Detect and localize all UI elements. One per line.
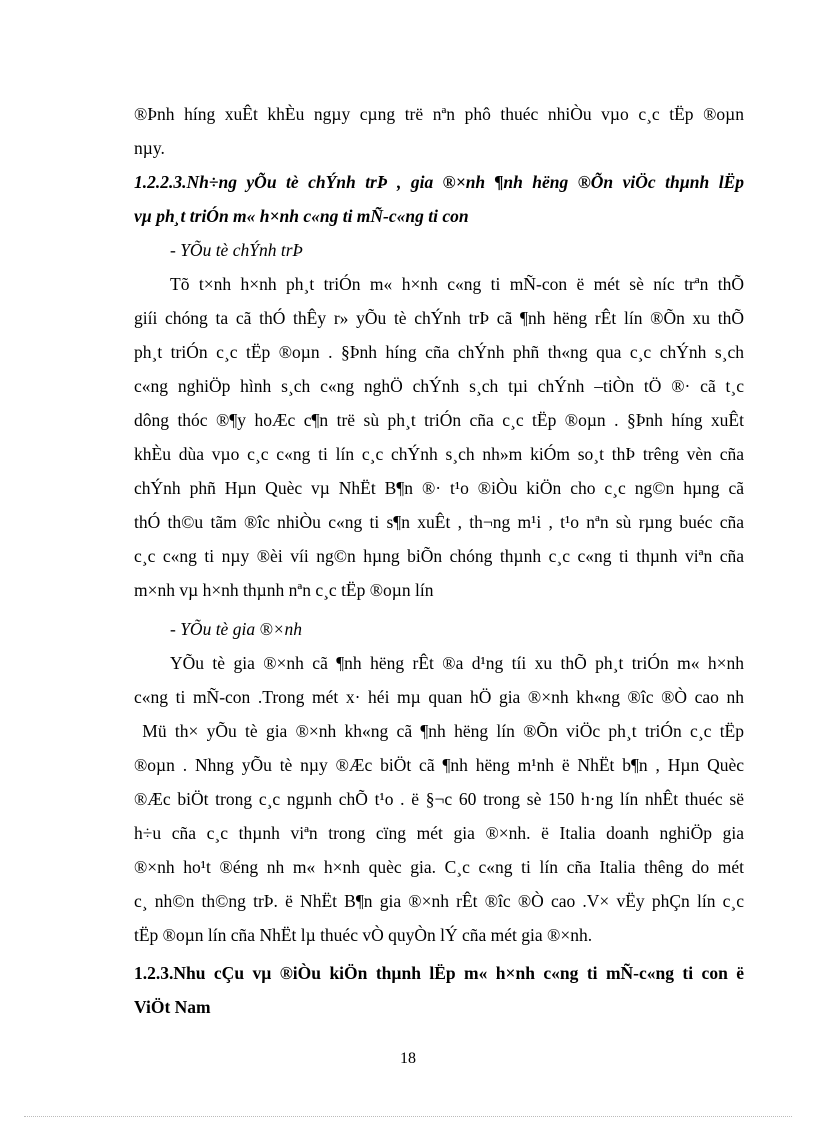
text-line: ®Þnh híng xuÊt khÈu ngµy cµng trë nªn phô thuéc nhiÒu vµo c¸c tËp ®oµn	[134, 104, 744, 124]
heading-line: vµ ph¸t triÓn m« h×nh c«ng ti mÑ-c«ng ti con	[134, 206, 469, 226]
text-line: ®×nh ho¹t ®éng nh m« h×nh quèc gia. C¸c c«ng ti lín cña Italia thêng do mét	[134, 857, 744, 877]
heading-line: ViÖt Nam	[134, 997, 211, 1017]
text-line: Mü th× yÕu tè gia ®×nh kh«ng cã ¶nh hëng lín ®Õn viÖc ph¸t triÓn c¸c tËp	[134, 721, 744, 741]
text-line: c¸c c«ng ti nµy ®èi víi ng©n hµng biÕn chóng thµnh c¸c c«ng ti thµnh viªn cña	[134, 546, 744, 566]
text-line: c«ng nghiÖp hình s¸ch c«ng nghÖ chÝnh s¸ch tµi chÝnh –tiÒn tÖ ®· cã t¸c	[134, 376, 744, 396]
text-line: thÓ th©u tãm ®îc nhiÒu c«ng ti s¶n xuÊt , th¬ng m¹i , t¹o nªn sù rµng buéc cña	[134, 512, 744, 532]
section-heading-1-2-3	[134, 956, 744, 1024]
text-line: giíi chóng ta cã thÓ thÊy r» yÕu tè chÝnh trÞ cã ¶nh hëng rÊt lín ®Õn xu thÕ	[134, 308, 744, 328]
page-number: 18	[400, 1050, 416, 1067]
subheading-family	[134, 612, 744, 646]
text-line: c¸ nh©n th©ng trÞ. ë NhËt B¶n gia ®×nh rÊt ®îc ®Ò cao .V× vËy phÇn lín c¸c	[134, 891, 744, 911]
paragraph-intro	[134, 97, 744, 165]
paragraph-political	[134, 267, 744, 607]
heading-line: 1.2.2.3.Nh÷ng yÕu tè chÝnh trÞ , gia ®×nh ¶nh hëng ®Õn viÖc thµnh lËp	[134, 172, 744, 192]
text-line: m×nh vµ h×nh thµnh nªn c¸c tËp ®oµn lín	[134, 580, 434, 600]
text-line: chÝnh phñ Hµn Quèc vµ NhËt B¶n ®· t¹o ®iÒu kiÖn cho c¸c ng©n hµng cã	[134, 478, 744, 498]
text-line: ph¸t triÓn c¸c tËp ®oµn . §Þnh híng cña chÝnh phñ th«ng qua c¸c chÝnh s¸ch	[134, 342, 744, 362]
heading-line: 1.2.3.Nhu cÇu vµ ®iÒu kiÖn thµnh lËp m« h×nh c«ng ti mÑ-c«ng ti con ë	[134, 963, 744, 983]
subheading-political	[134, 233, 744, 267]
text-line: ®Æc biÖt trong c¸c ngµnh chÕ t¹o . ë §¬c 60 trong sè 150 h·ng lín nhÊt thuéc së	[134, 789, 744, 809]
text-line: dông thóc ®¶y hoÆc c¶n trë sù ph¸t triÓn cña c¸c tËp ®oµn . §Þnh híng xuÊt	[134, 410, 744, 430]
subheading-text: - YÕu tè gia ®×nh	[170, 619, 303, 639]
text-line: h÷u cña c¸c thµnh viªn trong cïng mét gia ®×nh. ë Italia doanh nghiÖp gia	[134, 823, 744, 843]
text-line: YÕu tè gia ®×nh cã ¶nh hëng rÊt ®a d¹ng tíi xu thÕ ph¸t triÓn m« h×nh	[170, 653, 744, 673]
text-line: nµy.	[134, 138, 165, 158]
text-line: c«ng ti mÑ-con .Trong mét x· héi mµ quan hÖ gia ®×nh kh«ng ®îc ®Ò cao nh	[134, 687, 744, 707]
section-heading-1-2-2-3	[134, 165, 744, 233]
text-line: tËp ®oµn lín cña NhËt lµ thuéc vÒ quyÒn lÝ cña mét gia ®×nh.	[134, 925, 593, 945]
text-line: Tõ t×nh h×nh ph¸t triÓn m« h×nh c«ng ti mÑ-con ë mét sè níc trªn thÕ	[170, 274, 744, 294]
subheading-text: - YÕu tè chÝnh trÞ	[170, 240, 304, 260]
text-line: ®oµn . Nhng yÕu tè nµy ®Æc biÖt cã ¶nh hëng m¹nh ë NhËt b¶n , Hµn Quèc	[134, 755, 744, 775]
text-line: khÈu dùa vµo c¸c c«ng ti lín c¸c chÝnh s¸ch nh»m kiÓm so¸t thÞ trêng vèn cña	[134, 444, 744, 464]
page-bottom-divider	[24, 1116, 792, 1117]
paragraph-family	[134, 646, 744, 952]
